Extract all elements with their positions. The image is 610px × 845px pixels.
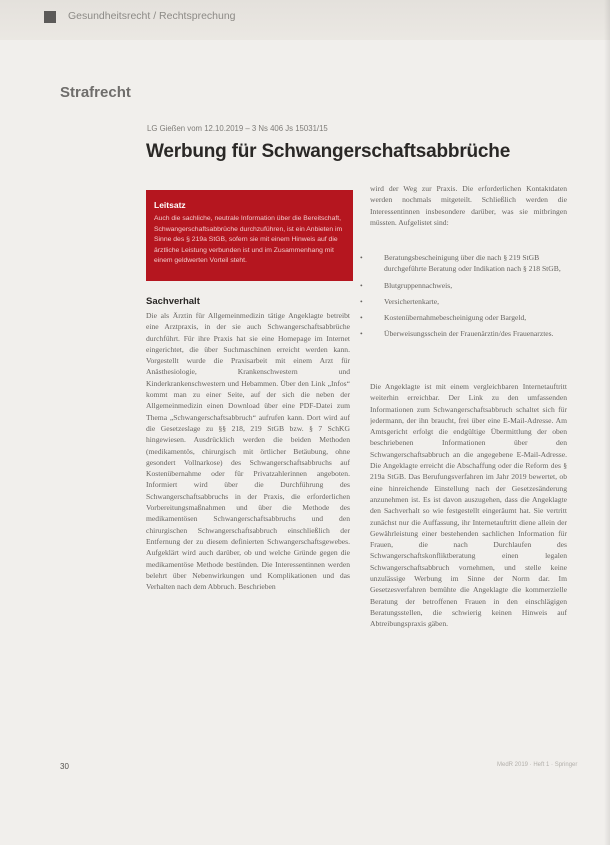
footer-info: MedR 2019 · Heft 1 · Springer [497, 762, 578, 768]
page-number: 30 [60, 762, 69, 771]
right-column-text: Die Angeklagte ist mit einem vergleichbaren Internetauftritt weiterhin erreichbar. Der Link zu den umfassenden Informationen zum Schwangerschaftsabbruch schaltet sich für jedermann, der ihn braucht, frei über eine E-Mail-Adresse. Am Amtsgericht erfolgt die endgültige Übermittlung der oben beschriebenen Informationen über den Schwangerschaftsabbruch an die angegebene E-Mail-Adresse. Die Angeklagte erreicht die Abschaffung oder die Reform des § 219a StGB. Das Berufungsverfahren im Jahr 2019 bewertet, ob eine hinreichende Einstellung nach der Gesetzesänderung anzunehmen ist. Es ist davon auszugehen, dass die Angeklagte den Sachverhalt so wie festgestellt eingeräumt hat. Sie vertritt zunächst nur die Auffassung, ihr Internetauftritt diene allein der Gewährleistung einer bestehenden sachlichen Information für Frauen, die nach Durchlaufen des Schwangerschaftskonfliktberatung einen legalen Schwangerschaftsabbruch vornehmen, und stelle keine unzulässige Werbung im Sinne der Norm dar. Im Gesetzesverfahren bemühte die Angeklagte die kommerzielle Beratung der betroffenen Frauen in den einschlägigen Beratungsstellen, die schwierig keinen Hinweis auf Abtreibungspraxis gäben. [370, 382, 567, 629]
sachverhalt-heading: Sachverhalt [146, 296, 200, 307]
leitsatz-title: Leitsatz [154, 200, 186, 210]
page-edge-shadow [604, 0, 610, 845]
leitsatz-text: Auch die sachliche, neutrale Information über die Bereitschaft, Schwangerschaftsabbrüche durchzuführen, ist ein Anbieten im Sinne des § 219a StGB, sofern sie mit einem Hinweis auf die ärztliche Leistung verbunden ist und im Zusammenhang mit einem geldwerten Vorteil steht. [154, 215, 343, 264]
chapter-title: Strafrecht [60, 84, 131, 101]
requirements-list [360, 252, 567, 345]
left-column-text: Die als Ärztin für Allgemeinmedizin tätige Angeklagte betreibt eine Arztpraxis, in der sie auch Schwangerschaftsabbrüche durchführt. Für ihre Praxis hat sie eine Homepage im Internet eingerichtet, die über Suchmaschinen erreicht werden kann. Vorgestellt wurde die Praxisarbeit mit einem Arzt für Anästhesiologie, Krankenschwestern und Kinderkrankenschwestern und Hebammen. Über den Link „Infos“ kommt man zu einer Seite, auf der sich die neben der Allgemeinmedizin einen Download über eine PDF-Datei zum Thema „Schwangerschaftsabbruch“ aufrufen kann. Dort wird auf die Gesetzeslage zu §§ 218, 219 StGB bzw. § 7 SchKG hingewiesen. Ausdrücklich werden die beiden Methoden (medikamentös, chirurgisch mit örtlicher Betäubung, ohne gesondert Vollnarkose) des Schwangerschaftsabbruchs auf Kostenübernahme oder für Privatzahlerinnen angeboten. Informiert wird über die Durchführung des Schwangerschaftsabbruchs in der Praxis, die erforderlichen Vorbereitungsmaßnahmen und über die Methode des medikamentösen Schwangerschaftsabbruchs und den chirurgischen Schwangerschaftsabbruch einschließlich der Entfernung der zu diesem definierten Schwangerschaftsgewebes. Aufgeklärt wird auch darüber, ob und welche Gründe gegen die medikamentöse Methode bestünden. Die Interessentinnen werden belehrt über Nebenwirkungen und Komplikationen und das Verhalten nach dem Abbruch. Beschrieben [146, 311, 350, 592]
court-citation: LG Gießen vom 12.10.2019 – 3 Ns 406 Js 15031/15 [147, 124, 328, 133]
list-item: • Kostenübernahmebescheinigung oder Bargeld, [360, 312, 567, 323]
list-item: • Beratungsbescheinigung über die nach § 219 StGB durchgeführte Beratung oder Indikation nach § 218 StGB, [360, 252, 567, 275]
section-marker-icon [44, 11, 56, 23]
article-headline: Werbung für Schwangerschaftsabbrüche [146, 141, 511, 162]
list-item: • Blutgruppennachweis, [360, 280, 567, 291]
leitsatz-box [146, 190, 353, 281]
list-item: • Überweisungsschein der Frauenärztin/des Frauenarztes. [360, 328, 567, 339]
list-item: • Versichertenkarte, [360, 296, 567, 307]
section-label: Gesundheitsrecht / Rechtsprechung [68, 10, 236, 22]
right-column-intro: wird der Weg zur Praxis. Die erforderlichen Kontaktdaten werden nochmals mitgeteilt. Schließlich werden die Interessentinnen insbesondere darüber, was sie mitbringen müssten. Aufgelistet sind: [370, 184, 567, 227]
